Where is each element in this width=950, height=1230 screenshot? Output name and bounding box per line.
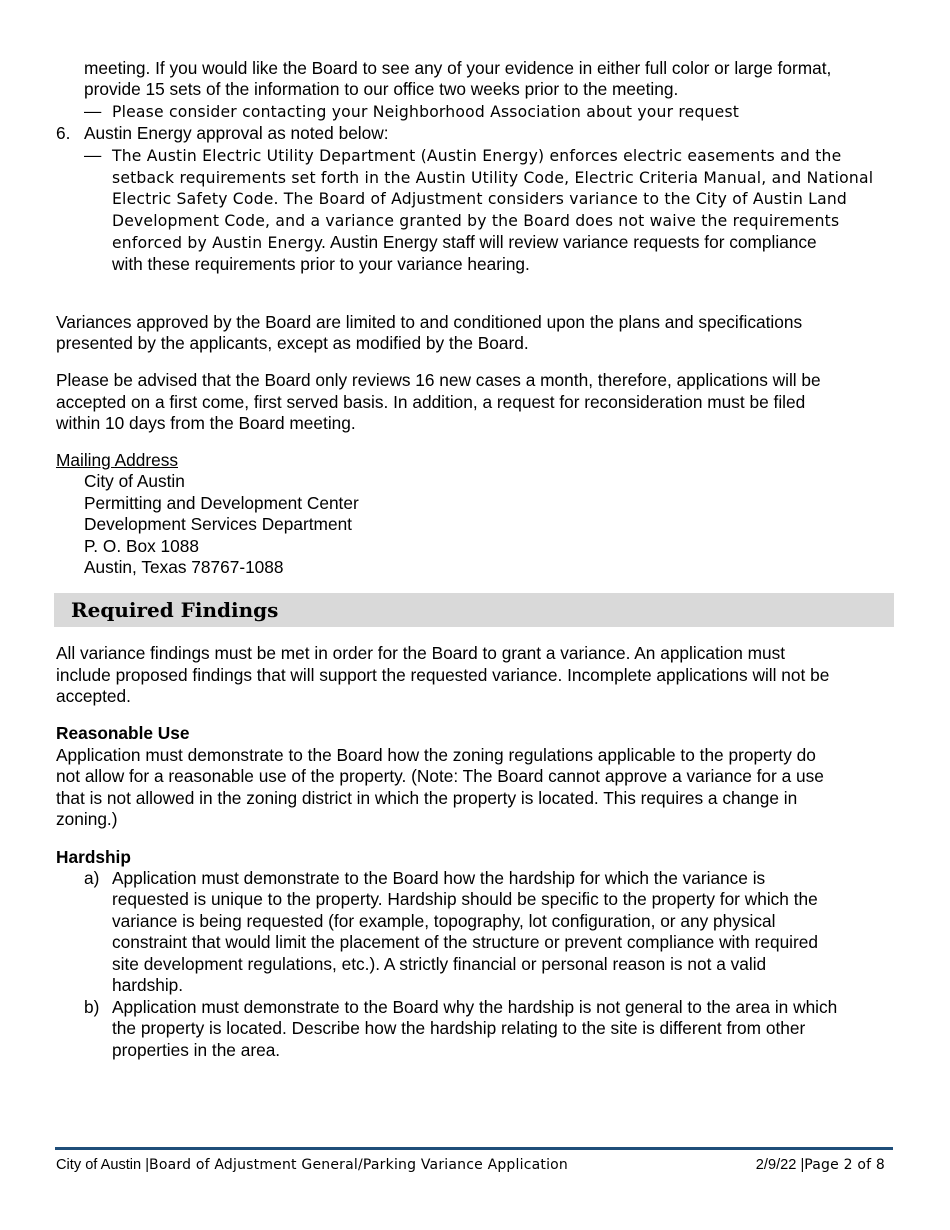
item-6-sub-dash: — [84,145,102,165]
austin-energy-line-5-a: enforced by Austin Energy. [112,234,327,252]
footer-separator: | [145,1157,150,1173]
hardship-a-line-5: site development regulations, etc.). A strictly financial or personal reason is not a valid [112,954,767,974]
variances-para-line-2: presented by the applicants, except as modified by the Board. [56,333,529,353]
findings-para-line-2: include proposed findings that will support the requested variance. Incomplete applications will not be [56,665,830,685]
mailing-line-2: Permitting and Development Center [84,493,359,513]
section-heading: Required Findings [71,598,279,622]
mailing-line-4: P. O. Box 1088 [84,536,199,556]
findings-para-line-3: accepted. [56,686,131,706]
advised-para-line-1: Please be advised that the Board only reviews 16 new cases a month, therefore, applications will be [56,370,821,390]
footer-left [56,1156,568,1174]
mailing-line-3: Development Services Department [84,514,352,534]
hardship-a-line-6: hardship. [112,975,184,995]
neighborhood-association-note: Please consider contacting your Neighborhood Association about your request [112,103,740,121]
continued-text-line-2: provide 15 sets of the information to our office two weeks prior to the meeting. [84,79,679,99]
footer-right [756,1156,885,1174]
hardship-a-marker: a) [84,868,100,888]
hardship-b-marker: b) [84,997,100,1017]
item-6-title: Austin Energy approval as noted below: [84,123,389,143]
advised-para-line-2: accepted on a first come, first served basis. In addition, a request for reconsideration must be filed [56,392,806,412]
continued-text-line-1: meeting. If you would like the Board to see any of your evidence in either full color or large format, [84,58,832,78]
austin-energy-line-5-b: Austin Energy staff will review variance requests for compliance [326,232,817,252]
hardship-a-line-2: requested is unique to the property. Hardship should be specific to the property for which the [112,889,818,909]
item-6-number: 6. [56,123,71,143]
footer-date: 2/9/22 [755,1157,797,1173]
austin-energy-line-5 [112,232,817,255]
hardship-a-line-1: Application must demonstrate to the Board how the hardship for which the variance is [112,868,766,888]
footer-org: City of Austin [56,1157,142,1173]
hardship-a-line-4: constraint that would limit the placement of the structure or prevent compliance with required [112,932,818,952]
hardship-b-line-2: the property is located. Describe how the hardship relating to the site is different from other [112,1018,806,1038]
hardship-b-line-1: Application must demonstrate to the Board why the hardship is not general to the area in which [112,997,838,1017]
variances-para-line-1: Variances approved by the Board are limited to and conditioned upon the plans and specifications [56,312,803,332]
austin-energy-line-1: The Austin Electric Utility Department (Austin Energy) enforces electric easements and the [112,147,842,165]
footer-page-number: Page 2 of 8 [804,1157,885,1173]
hardship-title: Hardship [56,847,131,867]
reasonable-use-line-1: Application must demonstrate to the Board how the zoning regulations applicable to the property do [56,745,816,765]
findings-para-line-1: All variance findings must be met in order for the Board to grant a variance. An application must [56,643,786,663]
austin-energy-line-4: Development Code, and a variance granted by the Board does not waive the requirements [112,212,840,230]
reasonable-use-line-2: not allow for a reasonable use of the property. (Note: The Board cannot approve a variance for a use [56,766,824,786]
footer-doc-title: Board of Adjustment General/Parking Variance Application [149,1157,568,1173]
footer-rule [55,1147,893,1150]
reasonable-use-line-4: zoning.) [56,809,118,829]
austin-energy-line-6: with these requirements prior to your variance hearing. [112,254,530,274]
footer-separator-right: | [800,1157,805,1173]
reasonable-use-title: Reasonable Use [56,723,190,743]
hardship-a-line-3: variance is being requested (for example, topography, lot configuration, or any physical [112,911,776,931]
advised-para-line-3: within 10 days from the Board meeting. [56,413,356,433]
austin-energy-line-3: Electric Safety Code. The Board of Adjustment considers variance to the City of Austin Land [112,190,848,208]
austin-energy-line-2: setback requirements set forth in the Austin Utility Code, Electric Criteria Manual, and National [112,169,874,187]
mailing-line-1: City of Austin [84,471,185,491]
reasonable-use-line-3: that is not allowed in the zoning district in which the property is located. This requires a change in [56,788,798,808]
mailing-line-5: Austin, Texas 78767-1088 [84,557,284,577]
sub-note-dash: — [84,101,102,121]
hardship-b-line-3: properties in the area. [112,1040,281,1060]
mailing-address-label: Mailing Address [56,450,178,470]
